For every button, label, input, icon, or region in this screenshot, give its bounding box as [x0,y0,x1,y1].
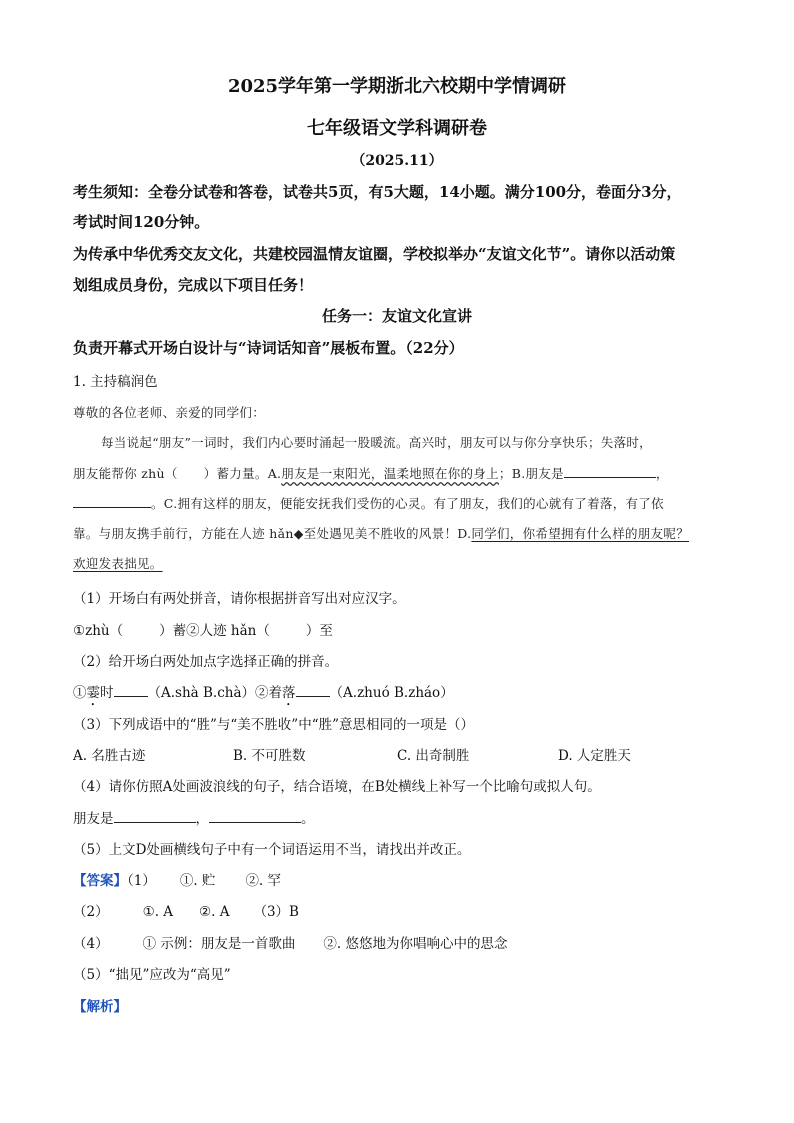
blank-label: ）至 [305,623,333,639]
subquestion-4: （4）请你仿照A处画波浪线的句子，结合语境，在B处横线上补写一个比喻句或拟人句。 [73,779,601,795]
passage-text: ， [655,466,669,481]
task-desc: 负责开幕式开场白设计与“诗词话知音”展板布置。（22分） [73,339,464,357]
notice-line-1: 考生须知：全卷分试卷和答卷，试卷共5页，有5大题，14小题。满分100分，卷面分3分， [73,183,682,201]
option-a: A. 名胜古迹 [73,748,146,764]
option-b: B. 不可胜数 [233,748,306,764]
blank-line [114,808,196,823]
blank-label: ①zhù（ [73,623,124,639]
blank-label: ）蓄②人迹 hǎn（ [159,623,270,639]
choice-text: （A.shà B.chà）②着 [147,685,283,701]
passage-text: A. [267,466,282,481]
passage-text: 朋友能帮你 zhù（ [73,466,178,481]
answer-row-2 [73,900,299,920]
answer-row-3 [73,932,507,952]
task-title: 任务一：友谊文化宣讲 [321,307,472,325]
passage-text: ；B.朋友是 [498,466,564,481]
intro-line-2: 划组成员身份，完成以下项目任务！ [73,276,314,294]
subquestion-1: （1）开场白有两处拼音，请你根据拼音写出对应汉字。 [73,591,406,607]
subquestion-2: （2）给开场白两处加点字选择正确的拼音。 [73,654,339,670]
choice-text: 时 [100,685,114,701]
underlined-sentence: 欢迎发表拙见。 [73,556,163,571]
subquestion-2-choices [73,681,454,709]
passage-line-1: 每当说起“朋友”一词时，我们内心要时涌起一股暖流。高兴时，朋友可以与你分享快乐；失落时， [101,435,652,450]
choice-text: （A.zhuó B.zháo） [329,685,454,701]
blank-line [114,682,148,697]
blank-label: 朋友是 [73,811,114,827]
dotted-char: 落 [282,685,296,701]
answer-text: ②. 悠悠地为你唱响心中的思念 [323,936,508,952]
passage-greeting: 尊敬的各位老师、亲爱的同学们： [73,405,266,420]
answer-tag: 【答案】 [73,873,127,889]
passage-line-5 [73,554,163,572]
answer-text: （3）B [253,904,299,920]
answer-text: ①. A [142,904,174,920]
analysis-label: 【解析】 [73,999,127,1015]
answer-text: ①. 贮 [179,873,216,889]
answer-row-4: （5）“拙见”应改为“高见” [73,967,231,983]
answer-row-1 [73,869,281,889]
passage-text: ）蓄力量。 [203,466,268,481]
blank-line [209,808,301,823]
passage-line-3 [73,493,664,512]
choice-text: ① [73,685,87,701]
passage-line-4 [73,524,689,542]
answer-text: ②. 罕 [245,873,282,889]
blank-label: ， [195,811,209,827]
subquestion-1-blanks [73,619,333,639]
answer-text: ②. A [199,904,230,920]
subquestion-4-blanks [73,807,315,827]
blank-line [296,682,330,697]
analysis-tag [73,995,127,1015]
subquestion-5: （5）上文D处画横线句子中有一个词语运用不当，请找出并改正。 [73,842,471,858]
wavy-underlined-sentence: 朋友是一束阳光，温柔地照在你的身上 [281,466,499,481]
answer-text: ① 示例：朋友是一首歌曲 [142,936,296,952]
passage-text: 。C.拥有这样的朋友，便能安抚我们受伤的心灵。有了朋友，我们的心就有了着落，有了依 [151,496,664,511]
dotted-char: 霎 [86,685,100,701]
subquestion-3: （3）下列成语中的“胜”与“美不胜收”中“胜”意思相同的一项是（） [73,717,474,733]
blank-line [73,493,151,508]
intro-line-1: 为传承中华优秀交友文化，共建校园温情友谊圈，学校拟举办“友谊文化节”。请你以活动策 [73,245,676,263]
underlined-sentence: 同学们，你希望拥有什么样的朋友呢？ [471,526,689,541]
blank-label: 。 [301,811,315,827]
exam-title: 2025学年第一学期浙北六校期中学情调研 [227,76,567,97]
answer-text: （4） [73,936,109,952]
question-1-title: 1. 主持稿润色 [73,374,158,390]
passage-text: 靠。与朋友携手前行，方能在人迹 hǎn◆至处遇见美不胜收的风景！D. [73,526,472,541]
notice-line-2: 考试时间120分钟。 [73,213,210,231]
answer-text: （1） [127,873,156,889]
exam-subtitle: 七年级语文学科调研卷 [307,118,487,139]
blank-line [564,463,656,478]
option-c: C. 出奇制胜 [397,748,470,764]
passage-line-2 [73,463,669,482]
exam-date: （2025.11） [351,153,443,169]
answer-text: （2） [73,904,109,920]
option-d: D. 人定胜天 [558,748,631,764]
